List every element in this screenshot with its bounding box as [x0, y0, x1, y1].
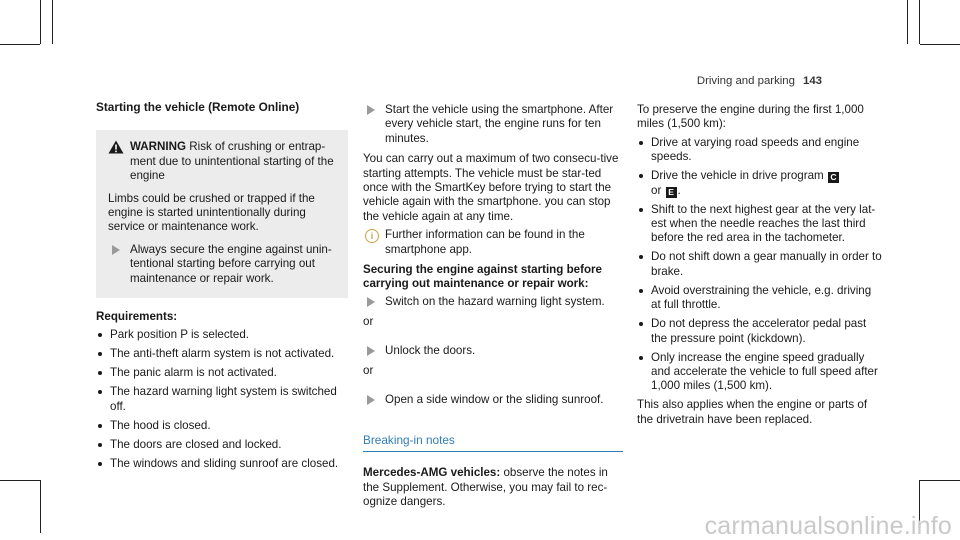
list-item-text: Avoid overstraining the vehicle, e.g. driving at full throttle. — [651, 283, 872, 312]
crop-mark — [52, 0, 53, 44]
list-item-text: Only increase the engine speed gradually and accelerate the vehicle to full speed after 1,000 miles (1,500 km). — [651, 350, 878, 393]
bullet-icon — [639, 322, 643, 326]
bullet-icon — [639, 208, 643, 212]
step-text: Unlock the doors. — [385, 343, 476, 357]
crop-mark — [0, 44, 40, 45]
crop-mark — [907, 0, 908, 44]
crop-mark — [0, 480, 40, 481]
warning-body: Limbs could be crushed or trapped if the engine is started unintentionally during service or maintenance work. — [108, 191, 315, 234]
drive-program-c-icon: C — [828, 172, 839, 183]
info-icon: i — [365, 229, 379, 243]
crop-mark — [920, 480, 960, 481]
crop-mark — [920, 44, 960, 45]
arrow-icon — [112, 245, 120, 255]
amg-note — [363, 466, 623, 509]
step-hazard — [363, 295, 623, 309]
amg-label: Mercedes-AMG vehicles: — [363, 466, 501, 480]
requirements-list — [96, 328, 348, 471]
drive-program-e-icon: E — [666, 187, 677, 198]
list-item — [96, 419, 348, 433]
list-item — [637, 284, 882, 313]
list-item-text: Drive at varying road speeds and engine speeds. — [651, 135, 860, 164]
warning-box — [96, 130, 348, 298]
section-title: Starting the vehicle (Remote Online) — [96, 100, 300, 114]
amg-text: observe the notes in the Supplement. Otherwise, you may fail to rec-ognize dangers. — [363, 466, 608, 509]
bullet-icon — [639, 356, 643, 360]
list-item-text: Do not shift down a gear manually in order to brake. — [651, 250, 882, 278]
arrow-icon — [367, 297, 375, 307]
list-item-text: The hood is closed. — [110, 418, 211, 432]
step-unlock — [363, 344, 623, 358]
list-item — [637, 203, 882, 246]
list-item-text: The hazard warning light system is switched off. — [110, 385, 337, 413]
warning-header — [108, 140, 336, 183]
info-text: Further information can be found in the smartphone app. — [385, 228, 585, 256]
bullet-icon — [639, 289, 643, 293]
list-item — [637, 351, 882, 394]
page-number: 143 — [802, 75, 822, 87]
arrow-icon — [367, 105, 375, 115]
or-label: or — [363, 315, 374, 329]
step-text: Start the vehicle using the smartphone. After every vehicle start, the engine runs for ten minutes. — [385, 103, 614, 145]
bullet-icon — [98, 424, 102, 428]
bullet-icon — [639, 141, 643, 145]
warning-subtitle: Risk of crushing or entrap-ment due to unintentional starting of the engine — [130, 140, 334, 183]
bullet-icon — [639, 255, 643, 259]
list-item — [637, 250, 882, 279]
crop-mark — [40, 0, 41, 44]
warning-action — [108, 243, 336, 286]
list-item-text: Do not depress the accelerator pedal past the pressure point (kickdown). — [651, 317, 867, 345]
column-left — [96, 100, 348, 476]
subsection-title: Securing the engine against starting before carrying out maintenance or repair work: — [363, 263, 603, 291]
list-item — [96, 438, 348, 452]
list-item — [96, 385, 348, 414]
section-name: Driving and parking — [696, 75, 795, 87]
list-item-text: Park position P is selected. — [110, 328, 249, 342]
list-item-text: Drive the vehicle in drive program — [651, 169, 824, 183]
arrow-icon — [367, 395, 375, 405]
bullet-icon — [98, 333, 102, 337]
list-item-text: The panic alarm is not activated. — [110, 366, 277, 380]
breaking-in-heading: Breaking-in notes — [363, 433, 623, 452]
bullet-icon — [98, 443, 102, 447]
step-start-vehicle — [363, 103, 623, 146]
list-item-text: The anti-theft alarm system is not activated. — [110, 347, 335, 361]
column-right — [637, 103, 882, 427]
info-note — [363, 228, 623, 257]
list-item-text: The doors are closed and locked. — [110, 437, 282, 451]
list-item — [96, 366, 348, 380]
list-item — [96, 328, 348, 342]
list-item — [96, 457, 348, 471]
list-item — [637, 317, 882, 346]
list-item-text: Shift to the next highest gear at the very lat-est when the needle reaches the last third before the red area in the tachometer. — [651, 202, 876, 245]
warning-title: WARNING — [130, 140, 187, 154]
list-item — [637, 169, 882, 198]
bullet-icon — [98, 390, 102, 394]
warning-triangle-icon — [108, 140, 124, 154]
list-item — [96, 347, 348, 361]
list-item-text: The windows and sliding sunroof are closed. — [110, 456, 339, 470]
bullet-icon — [98, 352, 102, 356]
page-header — [697, 74, 822, 88]
step-text: Open a side window or the sliding sunroof. — [385, 392, 604, 406]
punctuation: . — [677, 183, 681, 197]
crop-mark — [40, 480, 41, 533]
paragraph: You can carry out a maximum of two consecu-tive starting attempts. The vehicle must be star-ted once with the SmartKey before trying to start the vehicle again with the smartphone. you can stop the vehicle again at any time. — [363, 152, 619, 223]
intro-text: To preserve the engine during the first 1,000 miles (1,500 km): — [637, 103, 864, 131]
list-item — [637, 136, 882, 165]
watermark-text: carmanualsonline.info — [704, 511, 952, 540]
outro-text: This also applies when the engine or parts of the drivetrain have been replaced. — [637, 398, 868, 426]
bullet-icon — [98, 462, 102, 466]
bullet-icon — [98, 371, 102, 375]
crop-mark — [919, 0, 920, 44]
or-label: or — [651, 183, 662, 197]
breakin-list — [637, 136, 882, 394]
column-middle — [363, 103, 623, 510]
bullet-icon — [639, 174, 643, 178]
or-label: or — [363, 364, 374, 378]
arrow-icon — [367, 346, 375, 356]
step-text: Switch on the hazard warning light system. — [385, 294, 605, 308]
warning-action-text: Always secure the engine against unin-tentional starting before carrying out maintenance or repair work. — [130, 242, 332, 285]
requirements-label: Requirements: — [96, 310, 178, 324]
step-window — [363, 393, 623, 407]
